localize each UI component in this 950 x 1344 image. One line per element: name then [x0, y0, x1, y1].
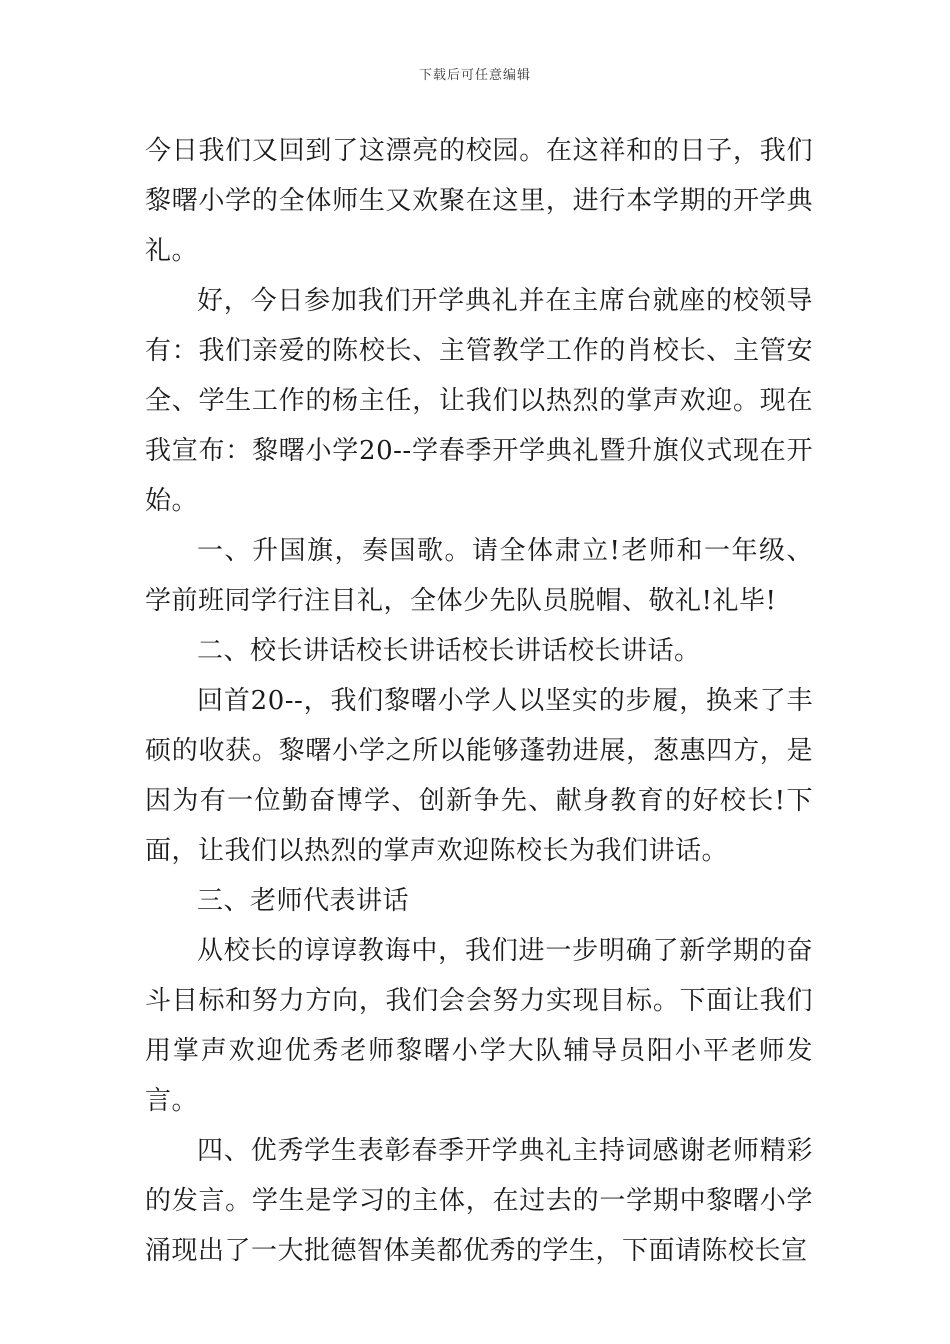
paragraph: 今日我们又回到了这漂亮的校园。在这祥和的日子，我们黎曙小学的全体师生又欢聚在这里，进行本学期的开学典礼。: [145, 136, 813, 266]
paragraph: 四、优秀学生表彰春季开学典礼主持词感谢老师精彩的发言。学生是学习的主体，在过去的一学期中黎曙小学涌现出了一大批德智体美都优秀的学生，下面请陈校长宣: [145, 1136, 813, 1266]
paragraph: 好，今日参加我们开学典礼并在主席台就座的校领导有：我们亲爱的陈校长、主管教学工作的肖校长、主管安全、学生工作的杨主任，让我们以热烈的掌声欢迎。现在我宣布：黎曙小学20--学春季开学典礼暨升旗仪式现在开始。: [145, 286, 813, 516]
paragraph: 二、校长讲话校长讲话校长讲话校长讲话。: [197, 636, 701, 666]
paragraph: 三、老师代表讲话: [197, 886, 410, 916]
document-body: [145, 126, 813, 1276]
paragraph: 回首20--，我们黎曙小学人以坚实的步履，换来了丰硕的收获。黎曙小学之所以能够蓬勃进展，葱惠四方，是因为有一位勤奋博学、创新争先、献身教育的好校长!下面，让我们以热烈的掌声欢迎陈校长为我们讲话。: [145, 686, 813, 866]
page-header: 下载后可任意编辑: [418, 68, 531, 83]
paragraph: 从校长的谆谆教诲中，我们进一步明确了新学期的奋斗目标和努力方向，我们会会努力实现目标。下面让我们用掌声欢迎优秀老师黎曙小学大队辅导员阳小平老师发言。: [145, 936, 813, 1116]
paragraph: 一、升国旗，奏国歌。请全体肃立!老师和一年级、学前班同学行注目礼，全体少先队员脱帽、敬礼!礼毕!: [145, 536, 813, 616]
